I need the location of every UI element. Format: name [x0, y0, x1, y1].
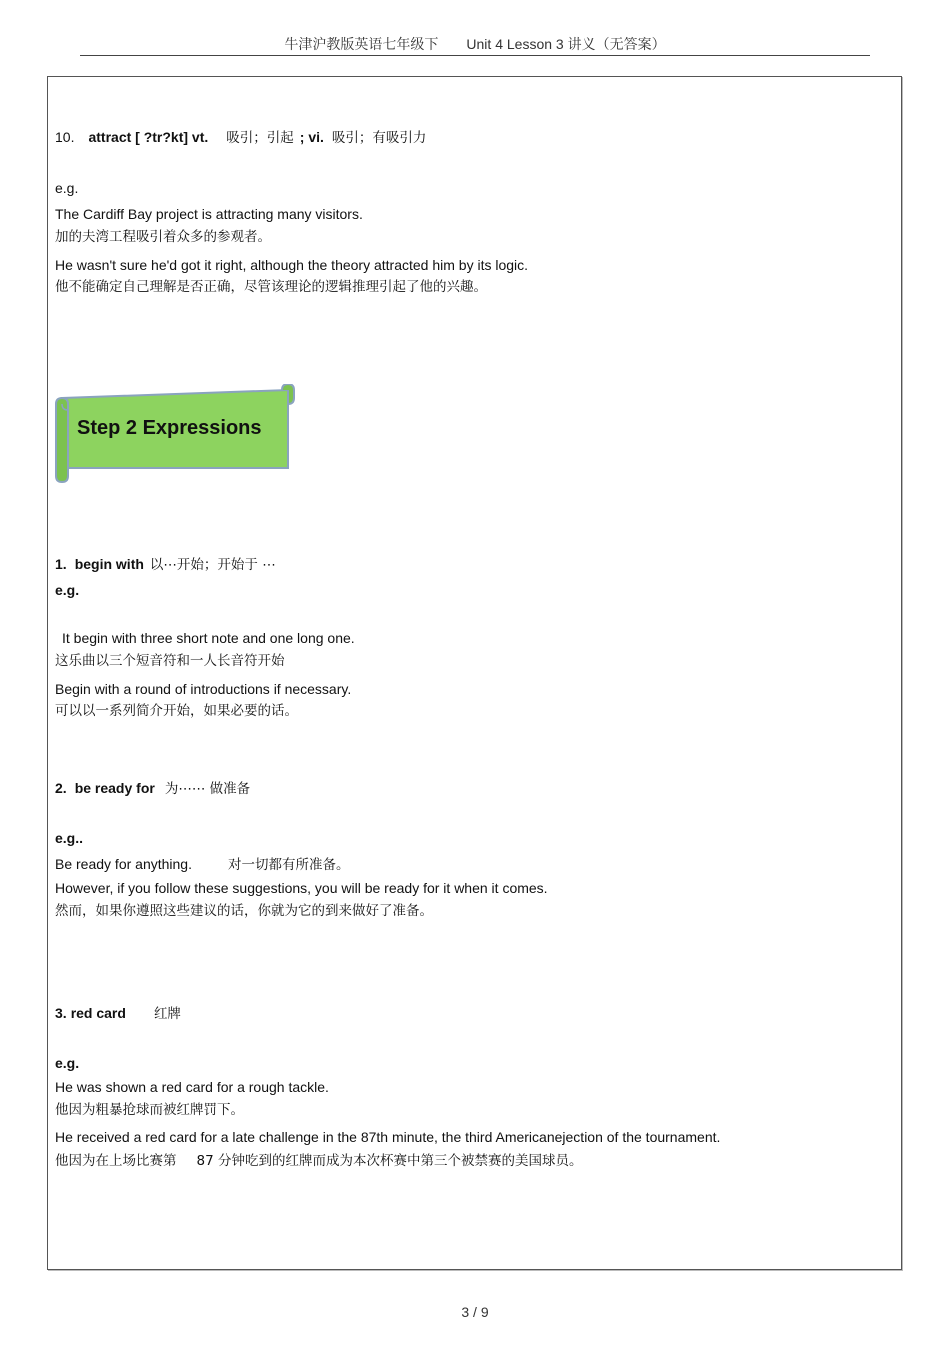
example-sentence-zh: 加的夫湾工程吸引着众多的参观者。: [55, 229, 271, 245]
example-sentence-en: He received a red card for a late challenge in the 87th minute, the third Americanejection of the tournament.: [55, 1129, 721, 1145]
example-sentence-zh-part: 他因为在上场比赛第: [55, 1153, 177, 1169]
example-sentence-zh: 他因为粗暴抢球而被红牌罚下。: [55, 1102, 244, 1118]
expression-meaning: 红牌: [153, 1006, 181, 1022]
step-2-banner: [52, 384, 298, 484]
example-sentence-en: He was shown a red card for a rough tackle.: [55, 1079, 329, 1095]
vocab-meaning-vt: 吸引；引起: [226, 130, 294, 146]
example-sentence-pair: [55, 855, 349, 874]
expression-number: 2.: [55, 780, 67, 796]
example-sentence-en: The Cardiff Bay project is attracting many visitors.: [55, 206, 363, 222]
expression-entry-begin-with: [55, 555, 276, 574]
example-sentence-en: Be ready for anything.: [55, 856, 192, 872]
page-number: 3 / 9: [461, 1304, 489, 1320]
header-divider: [80, 55, 870, 56]
vocab-word: attract [ ?tr?kt] vt.: [88, 129, 209, 145]
header-unit-title: Unit 4 Lesson 3 讲义（无答案）: [466, 36, 666, 52]
vocab-entry-attract: [55, 128, 426, 147]
example-label: e.g.: [55, 1055, 80, 1071]
example-sentence-zh: 这乐曲以三个短音符和一人长音符开始: [55, 653, 285, 669]
expression-meaning: 为⋯⋯ 做准备: [164, 781, 251, 797]
expression-meaning: 以⋯开始；开始于 ⋯: [149, 557, 276, 573]
expression-phrase: begin with: [74, 556, 144, 572]
example-sentence-en: It begin with three short note and one long one.: [62, 630, 355, 646]
example-sentence-en: Begin with a round of introductions if necessary.: [55, 681, 352, 697]
example-sentence-zh: 他不能确定自己理解是否正确，尽管该理论的逻辑推理引起了他的兴趣。: [55, 279, 487, 295]
example-sentence-zh-part: 87 分钟吃到的红牌而成为本次杯赛中第三个被禁赛的美国球员。: [196, 1153, 583, 1169]
expression-phrase: be ready for: [74, 780, 155, 796]
example-label: e.g.: [55, 180, 79, 196]
example-label: e.g..: [55, 830, 84, 846]
vocab-pos-vi: ; vi.: [299, 129, 324, 145]
vocab-number: 10.: [55, 129, 75, 145]
example-sentence-zh: 对一切都有所准备。: [227, 857, 350, 873]
example-sentence-zh: [55, 1151, 582, 1170]
example-sentence-en: However, if you follow these suggestions, you will be ready for it when it comes.: [55, 880, 548, 896]
expression-entry-be-ready-for: [55, 779, 250, 798]
expression-number: 3.: [55, 1005, 67, 1021]
expression-entry-red-card: [55, 1004, 181, 1023]
example-sentence-zh: 可以以一系列简介开始，如果必要的话。: [55, 703, 298, 719]
example-sentence-zh: 然而，如果你遵照这些建议的话，你就为它的到来做好了准备。: [55, 903, 433, 919]
example-sentence-en: He wasn't sure he'd got it right, although the theory attracted him by its logic.: [55, 257, 529, 273]
step-2-title: Step 2 Expressions: [77, 417, 262, 439]
expression-phrase: red card: [70, 1005, 126, 1021]
page-header: [80, 34, 870, 54]
header-course-title: 牛津沪教版英语七年级下: [284, 36, 439, 52]
expression-number: 1.: [55, 556, 67, 572]
example-label: e.g.: [55, 582, 80, 598]
vocab-meaning-vi: 吸引；有吸引力: [331, 130, 427, 146]
